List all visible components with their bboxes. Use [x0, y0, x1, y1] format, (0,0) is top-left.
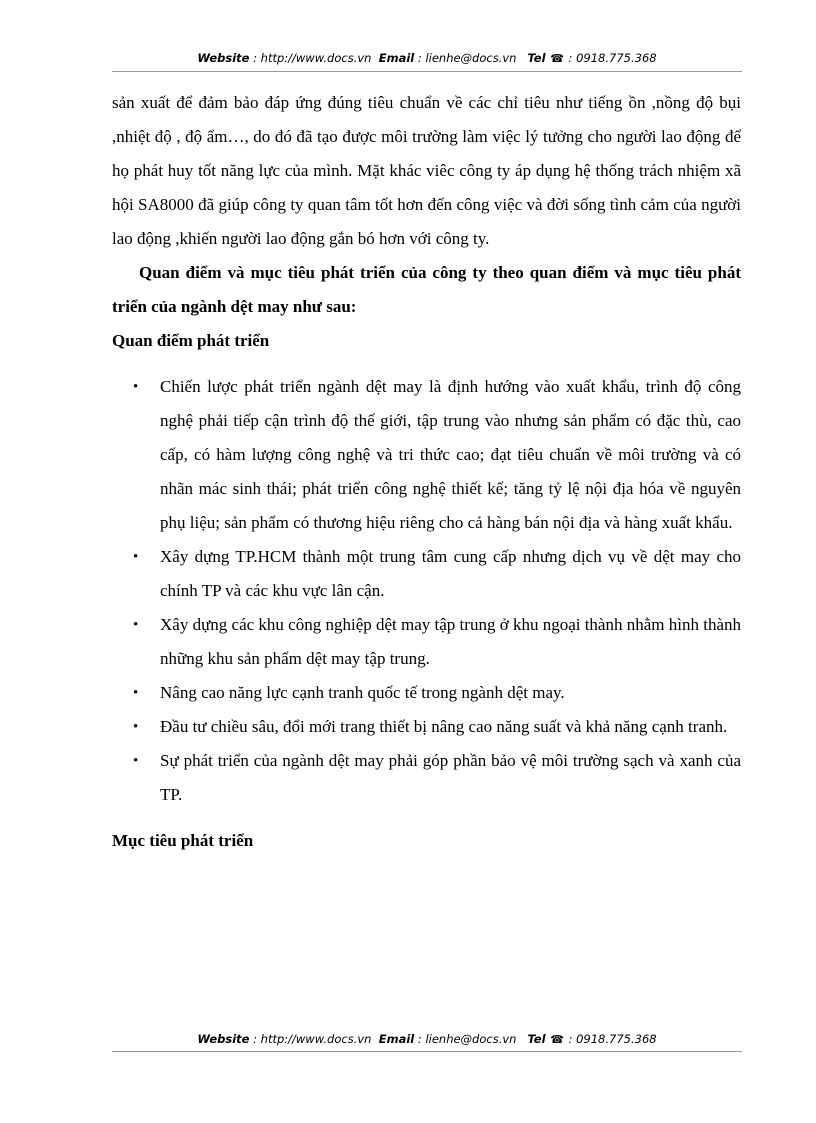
website-label: Website	[197, 1032, 250, 1046]
heading-viewpoint: Quan điểm phát triển	[112, 331, 270, 350]
email-address[interactable]: lienhe@docs.vn	[425, 51, 517, 65]
email-separator: :	[414, 51, 426, 65]
website-label: Website	[197, 51, 250, 65]
bullet-icon: •	[133, 549, 139, 565]
bullet-icon: •	[133, 685, 139, 701]
document-body	[112, 86, 741, 858]
tel-number: 0918.775.368	[576, 51, 657, 65]
header-divider	[112, 71, 742, 72]
intro-paragraph: sản xuất để đảm bảo đáp ứng đúng tiêu chuẩn về các chỉ tiêu như tiếng ồn ,nồng độ bụi ,nhiệt độ , độ ẩm…, do đó đã tạo được môi trường làm việc lý tưởng cho người lao động để họ phát huy tốt năng lực của mình. Mặt khác viêc công ty áp dụng hệ thống trách nhiệm xã hội SA8000 đã giúp công ty quan tâm tốt hơn đến công việc và đời sống tình cảm của người lao động ,khiến người lao động gắn bó hơn với công ty.	[112, 93, 741, 248]
tel-number: 0918.775.368	[576, 1032, 657, 1046]
bullet-icon: •	[133, 379, 139, 395]
email-label: Email	[378, 1032, 415, 1046]
heading-goals: Mục tiêu phát triển	[112, 831, 254, 850]
bullet-icon: •	[133, 719, 139, 735]
email-label: Email	[378, 51, 415, 65]
list-item	[112, 370, 741, 540]
tel-separator: :	[564, 51, 577, 65]
list-item	[112, 540, 741, 608]
tel-separator: :	[564, 1032, 577, 1046]
bullet-icon: •	[133, 753, 139, 769]
list-item-text: Xây dựng các khu công nghiệp dệt may tập trung ở khu ngoại thành nhằm hình thành những khu sản phẩm dệt may tập trung.	[160, 615, 741, 668]
footer-divider	[112, 1051, 742, 1052]
list-item	[112, 608, 741, 676]
website-separator: :	[249, 1032, 261, 1046]
tel-label: Tel	[527, 1032, 546, 1046]
list-item-text: Chiến lược phát triển ngành dệt may là định hướng vào xuất khẩu, trình độ công nghệ phải tiếp cận trình độ thế giới, tập trung vào nhưng sản phẩm có đặc thù, cao cấp, có hàm lượng công nghệ và tri thức cao; đạt tiêu chuẩn về môi trường và có nhãn mác sinh thái; phát triển công nghệ thiết kế; tăng tỷ lệ nội địa hóa về nguyên phụ liệu; sản phẩm có thương hiệu riêng cho cả hàng bán nội địa và hàng xuất khẩu.	[160, 377, 741, 532]
list-item-text: Sự phát triển của ngành dệt may phải góp phần bảo vệ môi trường sạch và xanh của TP.	[160, 751, 741, 804]
viewpoint-intro: Quan điểm và mục tiêu phát triển của công ty theo quan điểm và mục tiêu phát triển của ngành dệt may như sau:	[112, 263, 741, 316]
viewpoint-list	[112, 370, 741, 812]
website-separator: :	[249, 51, 261, 65]
list-item	[112, 676, 741, 710]
website-url[interactable]: http://www.docs.vn	[260, 51, 372, 65]
list-item	[112, 710, 741, 744]
phone-icon: ☎	[550, 52, 564, 65]
phone-icon: ☎	[550, 1033, 564, 1046]
email-address[interactable]: lienhe@docs.vn	[425, 1032, 517, 1046]
list-item-text: Nâng cao năng lực cạnh tranh quốc tế trong ngành dệt may.	[160, 683, 565, 702]
list-item	[112, 744, 741, 812]
website-url[interactable]: http://www.docs.vn	[260, 1032, 372, 1046]
list-item-text: Đầu tư chiều sâu, đổi mới trang thiết bị nâng cao năng suất và khả năng cạnh tranh.	[160, 717, 728, 736]
email-separator: :	[414, 1032, 426, 1046]
tel-label: Tel	[527, 51, 546, 65]
page-header	[112, 51, 742, 65]
page-footer	[112, 1032, 742, 1046]
bullet-icon: •	[133, 617, 139, 633]
list-item-text: Xây dựng TP.HCM thành một trung tâm cung cấp nhưng dịch vụ về dệt may cho chính TP và các khu vực lân cận.	[160, 547, 741, 600]
